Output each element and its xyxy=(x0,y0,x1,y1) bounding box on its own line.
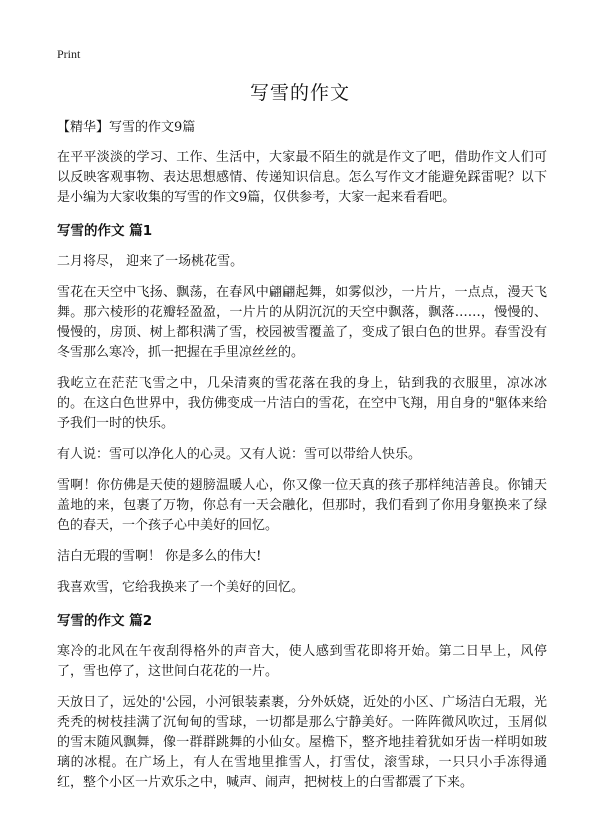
section-heading-1: 写雪的作文 篇1 xyxy=(57,223,153,239)
intro-paragraph: 在平平淡淡的学习、工作、生活中，大家最不陌生的就是作文了吧，借助作文人们可以反映客观事物、表达思想感情、传递知识信息。怎么写作文才能避免踩雷呢？以下是小编为大家收集的写雪的作文9篇，仅供参考，大家一起来看看吧。 xyxy=(57,150,547,205)
article-body xyxy=(57,118,547,804)
page-title: 写雪的作文 xyxy=(249,82,350,104)
paragraph: 我屹立在茫茫飞雪之中，几朵清爽的雪花落在我的身上，钻到我的衣服里，凉冰冰的。在这白色世界中，我仿佛变成一片洁白的雪花，在空中飞翔，用自身的"躯体来给予我们一时的快乐。 xyxy=(57,376,547,431)
paragraph: 我喜欢雪，它给我换来了一个美好的回忆。 xyxy=(57,580,305,595)
tag-line: 【精华】写雪的作文9篇 xyxy=(57,120,196,135)
paragraph: 雪花在天空中飞扬、飘荡，在春风中翩翩起舞，如雾似沙，一片片，一点点，漫天飞舞。那六棱形的花瓣轻盈盈，一片片的从阴沉沉的天空中飘落，飘落……，慢慢的、慢慢的，房顶、树上都积满了雪，校园被雪覆盖了，变成了银白色的世界。春雪没有冬雪那么寒冷，抓一把握在手里凉丝丝的。 xyxy=(57,285,547,360)
paragraph: 有人说：雪可以净化人的心灵。又有人说：雪可以带给人快乐。 xyxy=(57,447,422,462)
paragraph: 洁白无瑕的雪啊！ 你是多么的伟大! xyxy=(57,549,262,564)
paragraph: 天放日了，远处的'公园，小河银装素裹，分外妖娆，近处的小区、广场洁白无瑕，光秃秃的树枝挂满了沉甸甸的雪球，一切都是那么宁静美好。一阵阵微风吹过，玉屑似的雪末随风飘舞，像一群群跳舞的小仙女。屋檐下，整齐地挂着犹如牙齿一样明如玻璃的冰棍。在广场上，有人在雪地里推雪人，打雪仗，滚雪球，一只只小手冻得通红，整个小区一片欢乐之中，喊声、闹声，把树枝上的白雪都震了下来。 xyxy=(57,695,547,790)
paragraph: 雪啊！你仿佛是天使的翅膀温暖人心，你又像一位天真的孩子那样纯洁善良。你铺天盖地的来，包裹了万物，你总有一天会融化，但那时，我们看到了你用身躯换来了绿色的春天，一个孩子心中美好的回忆。 xyxy=(57,478,547,533)
print-link[interactable]: Print xyxy=(57,47,81,61)
paragraph: 二月将尽， 迎来了一场桃花雪。 xyxy=(57,254,244,269)
section-heading-2: 写雪的作文 篇2 xyxy=(57,613,153,629)
paragraph: 寒冷的北风在午夜刮得格外的声音大，使人感到雪花即将开始。第二日早上，风停了，雪也停了，这世间白花花的一片。 xyxy=(57,644,547,679)
